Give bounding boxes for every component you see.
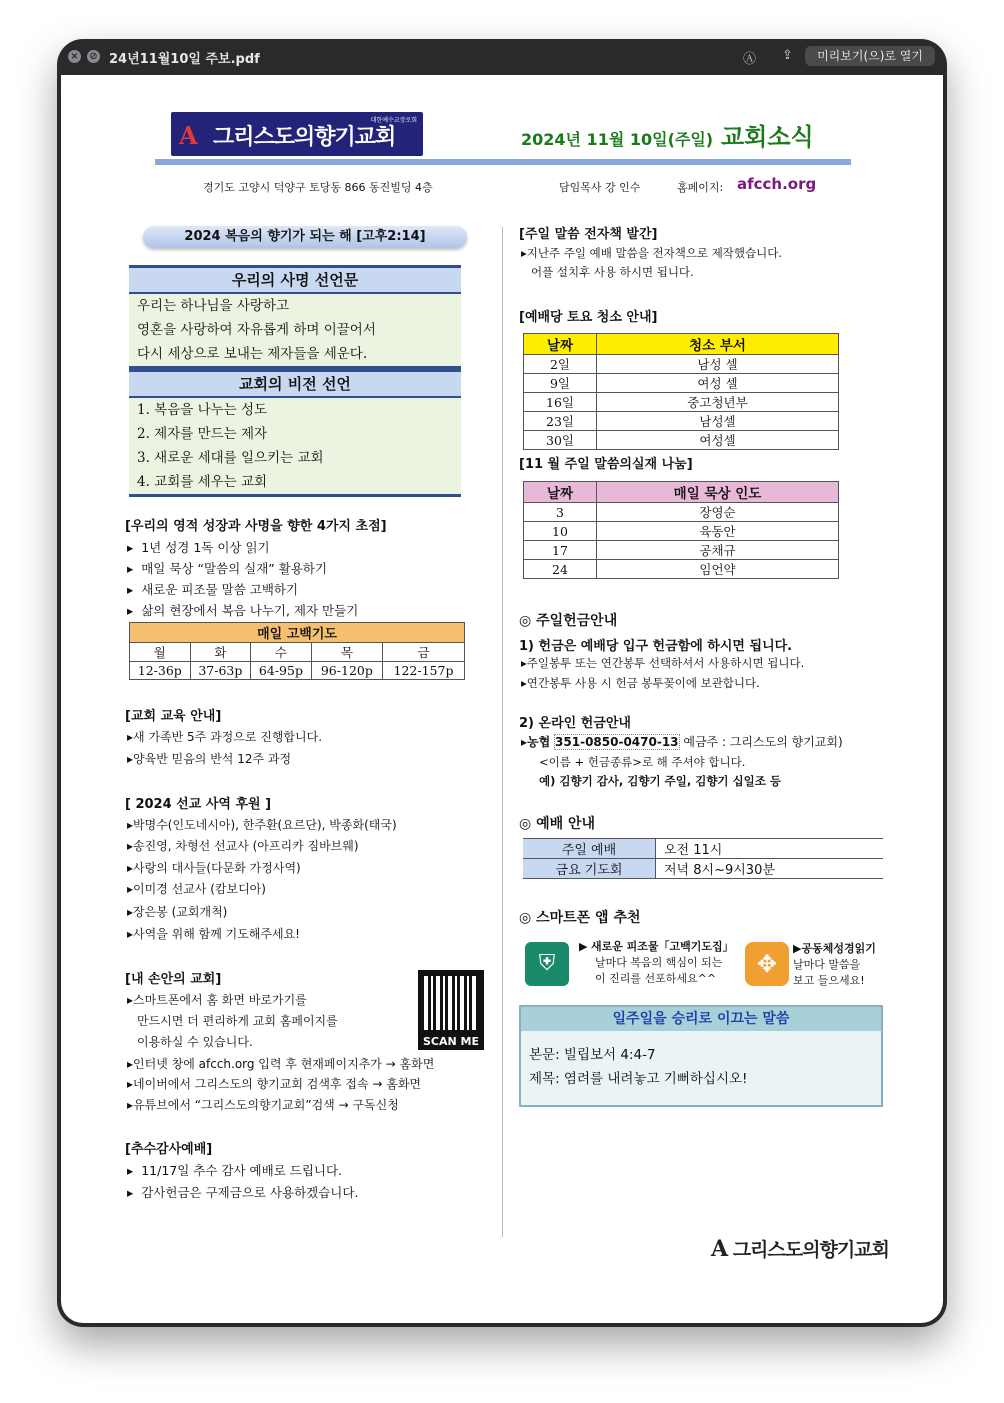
open-in-preview-button[interactable]: 미리보기(으)로 열기 xyxy=(805,46,935,66)
prayer-pages: 37-63p xyxy=(190,662,251,680)
thanks-title: [추수감사예배] xyxy=(125,1142,213,1157)
markup-icon[interactable]: Ⓐ xyxy=(743,52,757,67)
prayer-pages: 12-36p xyxy=(130,662,191,680)
apps-title: ◎ 스마트폰 앱 추천 xyxy=(519,910,641,926)
bulletin-title: 교회소식 xyxy=(721,123,814,151)
focus-item: ▸ 매일 묵상 “말씀의 실재” 활용하기 xyxy=(127,561,328,576)
offering-sub2: 2) 온라인 헌금안내 xyxy=(519,716,631,731)
prayer-day: 화 xyxy=(190,643,251,662)
account-number: 351-0850-0470-13 xyxy=(555,735,679,749)
mission-line: 다시 세상으로 보내는 제자들을 세운다. xyxy=(137,346,368,362)
cleaning-header-date: 날짜 xyxy=(524,334,597,355)
window-title: 24년11월10일 주보.pdf xyxy=(109,52,260,67)
weekly-verse-box xyxy=(519,1005,883,1107)
vision-line: 4. 교회를 세우는 교회 xyxy=(137,474,268,490)
footer-logo: A 그리스도의향기교회 xyxy=(711,1236,889,1262)
mission-box xyxy=(129,265,461,369)
prayer-day: 수 xyxy=(251,643,312,662)
mychurch-item: ▸네이버에서 그리스도의 향기교회 검색후 접속 → 홈화면 xyxy=(127,1077,421,1091)
worship-table xyxy=(523,838,883,879)
mission-line: 영혼을 사랑하여 자유롭게 하며 이끌어서 xyxy=(137,322,376,338)
logo-a-icon: A xyxy=(179,121,198,150)
meditation-title: [11 월 주일 말씀의실재 나눔] xyxy=(519,457,693,472)
education-item: ▸양육반 믿음의 반석 12주 과정 xyxy=(127,752,292,766)
ebook-line: 어플 설치후 사용 하시면 됩니다. xyxy=(531,265,694,279)
verse-reference: 본문: 빌립보서 4:4-7 xyxy=(529,1047,656,1063)
bank-account-line: ▸농협 351-0850-0470-13 예금주 : 그리스도의 향기교회) xyxy=(521,735,843,749)
vision-line: 2. 제자를 만드는 제자 xyxy=(137,426,268,442)
missions-item: ▸사랑의 대사들(다문화 가정사역) xyxy=(127,861,301,875)
focus-item: ▸ 새로운 피조물 말씀 고백하기 xyxy=(127,582,299,597)
mission-title: 우리의 사명 선언문 xyxy=(129,268,461,294)
table-row: 3 장영순 xyxy=(524,503,839,522)
thanks-item: ▸ 11/17일 추수 감사 예배로 드립니다. xyxy=(127,1163,343,1178)
prayer-pages: 64-95p xyxy=(251,662,312,680)
homepage-label: 홈페이지: xyxy=(677,181,724,194)
column-divider xyxy=(502,227,503,1237)
mychurch-line: 만드시면 더 편리하게 교회 홈페이지를 xyxy=(137,1014,338,1028)
cleaning-title: [예배당 토요 청소 안내] xyxy=(519,310,658,325)
vision-line: 3. 새로운 세대를 일으키는 교회 xyxy=(137,450,324,466)
meditation-header-date: 날짜 xyxy=(524,482,597,503)
qr-code[interactable] xyxy=(418,970,484,1050)
ebook-line: ▸지난주 주일 예배 말씀을 전자책으로 제작했습니다. xyxy=(521,246,783,260)
titlebar xyxy=(57,39,947,75)
table-row: 30일 여성셀 xyxy=(524,431,839,450)
table-row: 금요 기도회 저녁 8시~9시30분 xyxy=(523,859,883,879)
church-logo: A 그리스도의향기교회 대한예수교장로회 xyxy=(171,112,423,156)
prayer-table xyxy=(129,622,465,680)
table-row: 16일 중고청년부 xyxy=(524,393,839,412)
logo-a-icon: A xyxy=(711,1236,728,1262)
share-icon[interactable]: ⇪ xyxy=(782,48,793,63)
prayer-pages: 122-157p xyxy=(383,662,465,680)
missions-title: [ 2024 선교 사역 후원 ] xyxy=(125,797,272,812)
sermon-title: 제목: 염려를 내려놓고 기뻐하십시오! xyxy=(529,1071,748,1087)
missions-item: ▸박명수(인도네시아), 한주환(요르단), 박종화(태국) xyxy=(127,818,397,832)
prayer-pages: 96-120p xyxy=(311,662,382,680)
document-page xyxy=(61,75,943,1323)
offering-sub1: 1) 헌금은 예배당 입구 헌금함에 하시면 됩니다. xyxy=(519,639,793,654)
offering-item: ▸주일봉투 또는 연간봉투 선택하셔서 사용하시면 됩니다. xyxy=(521,656,805,670)
table-row: 2일 남성 셀 xyxy=(524,355,839,374)
education-item: ▸새 가족반 5주 과정으로 진행합니다. xyxy=(127,730,323,744)
table-row: 24 임언약 xyxy=(524,560,839,579)
app1-text: ▶ 새로운 피조물「고백기도집」 날마다 복음의 핵심이 되는 이 진리를 선포하세요^^ xyxy=(579,940,734,985)
pdf-window xyxy=(57,39,947,1327)
mychurch-line: 이용하실 수 있습니다. xyxy=(137,1035,253,1049)
missions-item: ▸송진영, 차형선 선교사 (아프리카 짐바브웨) xyxy=(127,839,359,853)
cleaning-table xyxy=(523,333,839,450)
prayer-day: 목 xyxy=(311,643,382,662)
offering-title: ◎ 주일헌금안내 xyxy=(519,613,618,629)
vision-line: 1. 복음을 나누는 성도 xyxy=(137,402,268,418)
homepage-link[interactable]: afcch.org xyxy=(737,175,817,193)
focus-item: ▸ 1년 성경 1독 이상 읽기 xyxy=(127,540,270,555)
prayer-book-app-icon[interactable]: ⛨ xyxy=(525,942,569,986)
mychurch-line: ▸스마트폰에서 홈 화면 바로가기를 xyxy=(127,993,307,1007)
app1-title: ▶ 새로운 피조물「고백기도집」 xyxy=(579,940,734,953)
vision-title: 교회의 비전 선언 xyxy=(129,372,461,398)
mychurch-item: ▸인터넷 창에 afcch.org 입력 후 현재페이지추가 → 홈화면 xyxy=(127,1057,435,1071)
focus-title: [우리의 영적 성장과 사명을 향한 4가지 초점] xyxy=(125,519,387,534)
prayer-day: 금 xyxy=(383,643,465,662)
pastor-name: 담임목사 강 인수 xyxy=(559,181,641,194)
mission-line: 우리는 하나님을 사랑하고 xyxy=(137,298,290,314)
mychurch-item: ▸유튜브에서 “그리스도의향기교회”검색 → 구독신청 xyxy=(127,1098,399,1112)
offering-item: ▸연간봉투 사용 시 헌금 봉투꽂이에 보관합니다. xyxy=(521,676,760,690)
qr-scan-label: SCAN ME xyxy=(422,1035,479,1048)
table-row: 10 육동안 xyxy=(524,522,839,541)
header-divider xyxy=(155,159,851,165)
vision-box xyxy=(129,369,461,497)
prayer-table-title: 매일 고백기도 xyxy=(130,623,465,643)
app2-text: ▶공동체성경읽기 날마다 말씀을 보고 들으세요! xyxy=(793,942,876,987)
ebook-title: [주일 말씀 전자책 발간] xyxy=(519,227,658,242)
close-icon[interactable]: × xyxy=(68,50,81,63)
bulletin-date: 2024년 11월 10일(주일) xyxy=(521,130,714,149)
meditation-table xyxy=(523,481,839,579)
table-row: 23일 남성셀 xyxy=(524,412,839,431)
prayer-day: 월 xyxy=(130,643,191,662)
qr-pattern-icon xyxy=(424,976,478,1030)
cleaning-header-dept: 청소 부서 xyxy=(597,334,839,355)
focus-item: ▸ 삶의 현장에서 복음 나누기, 제자 만들기 xyxy=(127,603,359,618)
meditation-header-leader: 매일 묵상 인도 xyxy=(597,482,839,503)
missions-item: ▸이미경 선교사 (캄보디아) xyxy=(127,882,266,896)
worship-title: ◎ 예배 안내 xyxy=(519,816,596,832)
missions-item: ▸장은봉 (교회개척) xyxy=(127,905,228,919)
education-title: [교회 교육 안내] xyxy=(125,709,222,724)
thanks-item: ▸ 감사헌금은 구제금으로 사용하겠습니다. xyxy=(127,1185,359,1200)
mychurch-title: [내 손안의 교회] xyxy=(125,972,222,987)
offering-note: <이름 + 헌금종류>로 해 주셔야 합니다. xyxy=(539,755,746,769)
church-address: 경기도 고양시 덕양구 토당동 866 동진빌딩 4층 xyxy=(203,181,433,194)
disabled-icon[interactable]: ⊘ xyxy=(87,50,100,63)
year-theme: 2024 복음의 향기가 되는 해 [고후2:14] xyxy=(143,226,467,248)
offering-example: 예) 김향기 감사, 김향기 주일, 김향기 십일조 등 xyxy=(539,774,781,788)
weekly-verse-title: 일주일을 승리로 이끄는 말씀 xyxy=(521,1007,881,1031)
table-row: 주일 예배 오전 11시 xyxy=(523,839,883,859)
table-row: 9일 여성 셀 xyxy=(524,374,839,393)
missions-item: ▸사역을 위해 함께 기도해주세요! xyxy=(127,927,300,941)
table-row: 17 공채규 xyxy=(524,541,839,560)
bible-reading-app-icon[interactable]: ✥ xyxy=(745,942,789,986)
